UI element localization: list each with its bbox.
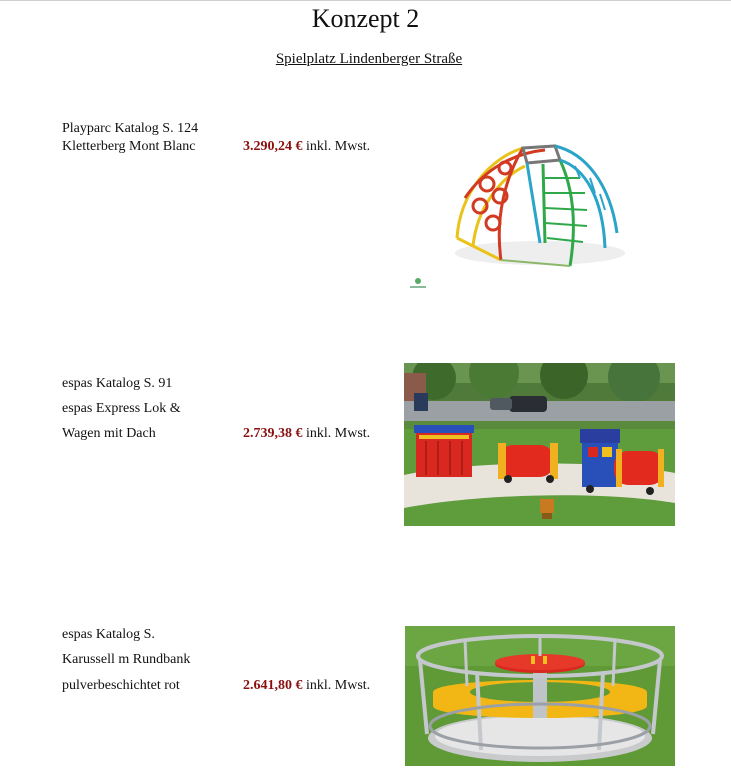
price-line	[243, 678, 370, 694]
train-playground-image	[404, 363, 675, 526]
catalog-reference: espas Katalog S. 91	[62, 376, 173, 391]
price-suffix: inkl. Mwst.	[306, 139, 371, 154]
catalog-reference: Playparc Katalog S. 124	[62, 121, 199, 136]
price-value: 2.739,38 €	[243, 426, 303, 441]
top-rule	[0, 0, 731, 1]
price-line	[243, 426, 370, 442]
document-title: Konzept 2	[311, 4, 420, 33]
price-suffix: inkl. Mwst.	[306, 678, 371, 693]
price-suffix: inkl. Mwst.	[306, 426, 371, 441]
carousel-image	[405, 626, 675, 766]
price-line	[243, 139, 370, 155]
price-value: 2.641,80 €	[243, 678, 303, 693]
catalog-reference: espas Katalog S.	[62, 627, 155, 642]
product-name-line-1: Karussell m Rundbank	[62, 652, 191, 667]
product-name: Kletterberg Mont Blanc	[62, 139, 196, 154]
product-name-line-2: pulverbeschichtet rot	[62, 678, 180, 693]
product-name-line-2: Wagen mit Dach	[62, 426, 156, 441]
price-value: 3.290,24 €	[243, 139, 303, 154]
product-name-line-1: espas Express Lok &	[62, 401, 181, 416]
climbing-dome-image	[405, 138, 635, 293]
document-subtitle: Spielplatz Lindenberger Straße	[275, 51, 463, 67]
